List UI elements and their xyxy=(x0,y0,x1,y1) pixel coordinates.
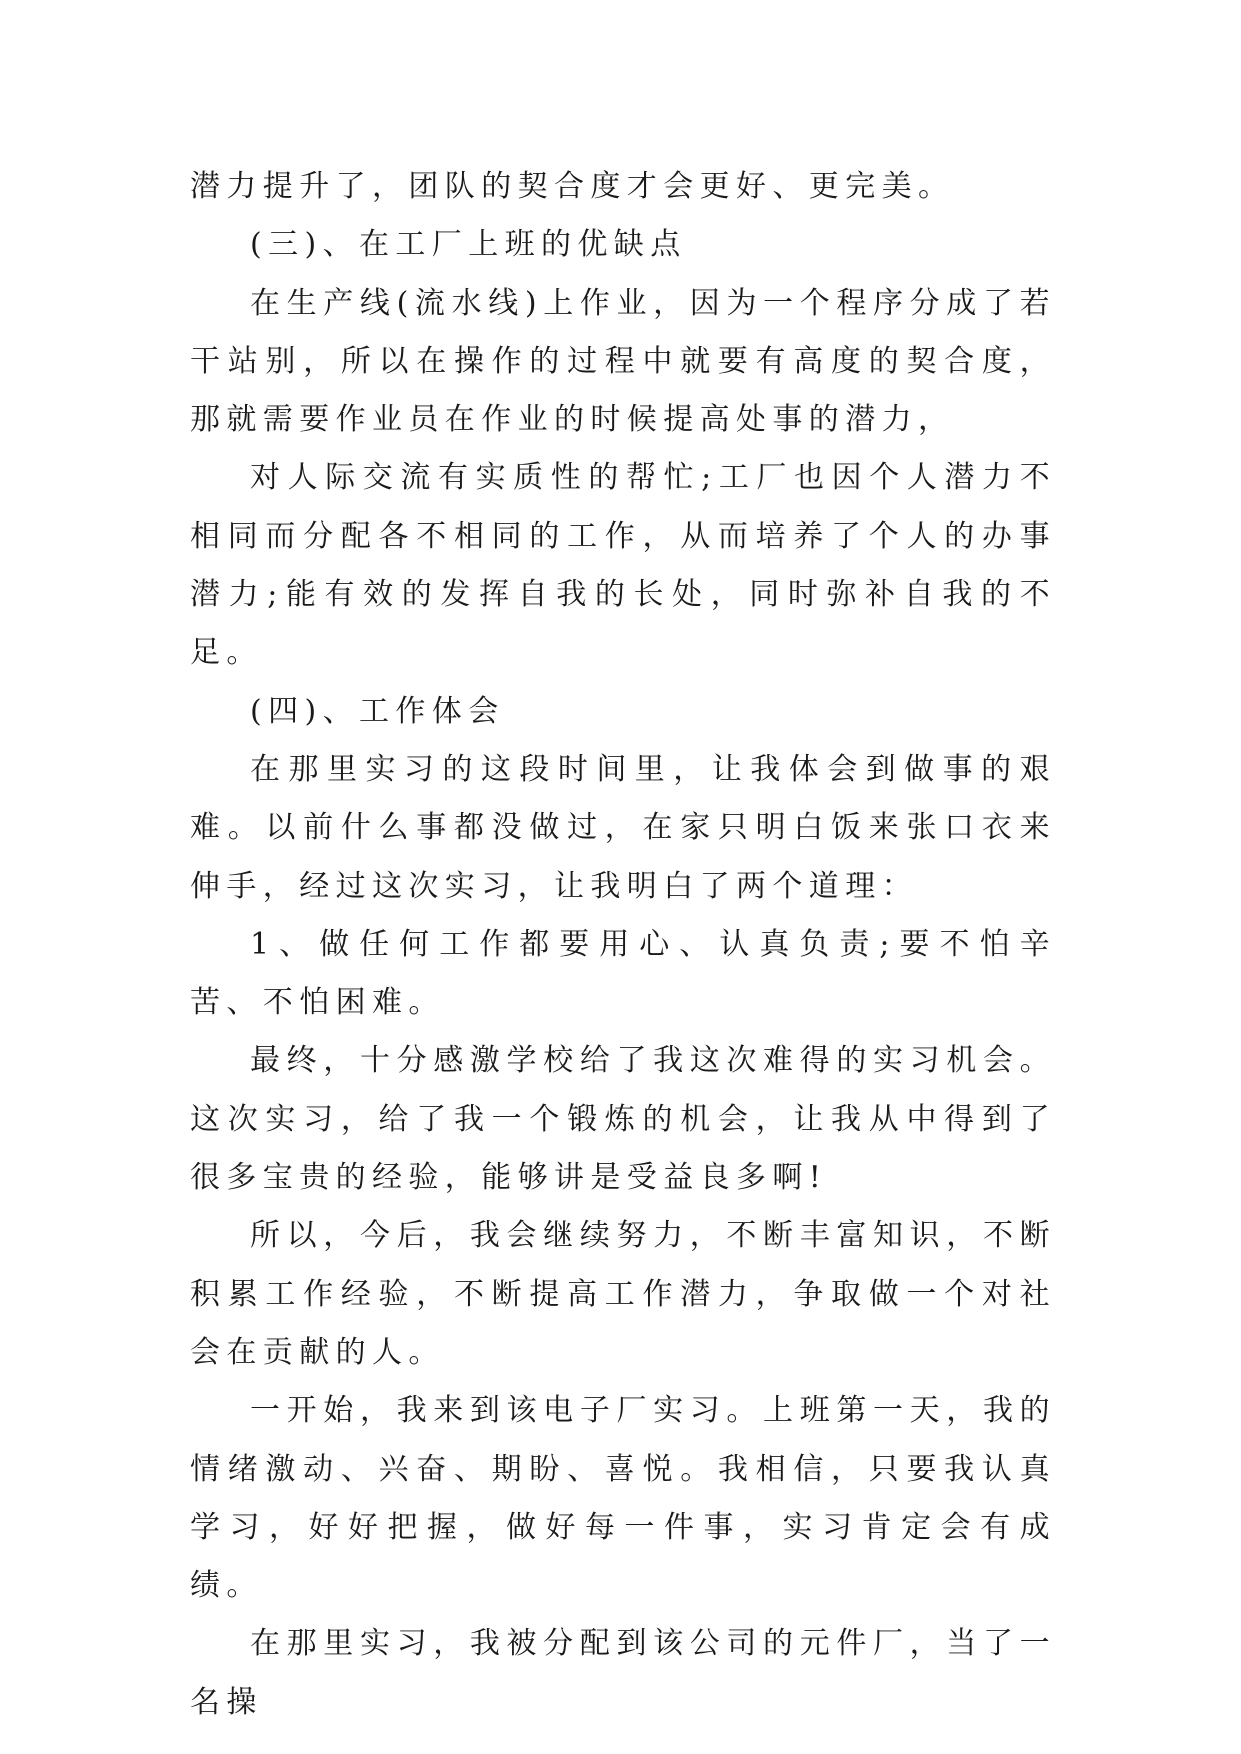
paragraph-7: 1、做任何工作都要用心、认真负责;要不怕辛苦、不怕困难。 xyxy=(190,926,1056,1021)
paragraph-8: 最终，十分感激学校给了我这次难得的实习机会。这次实习，给了我一个锻炼的机会，让我从中得到了很多宝贵的经验，能够讲是受益良多啊! xyxy=(190,1043,1056,1196)
paragraph-3: 在生产线(流水线)上作业，因为一个程序分成了若干站别，所以在操作的过程中就要有高度的契合度，那就需要作业员在作业的时候提高处事的潜力， xyxy=(190,285,1056,438)
paragraph-10: 一开始，我来到该电子厂实习。上班第一天，我的情绪激动、兴奋、期盼、喜悦。我相信，只要我认真学习，好好把握，做好每一件事，实习肯定会有成绩。 xyxy=(190,1393,1056,1604)
paragraph-9: 所以，今后，我会继续努力，不断丰富知识，不断积累工作经验，不断提高工作潜力，争取做一个对社会在贡献的人。 xyxy=(190,1218,1056,1370)
paragraph-6: 在那里实习的这段时间里，让我体会到做事的艰难。以前什么事都没做过，在家只明白饭来张口衣来伸手，经过这次实习，让我明白了两个道理： xyxy=(190,751,1056,904)
paragraph-1: 潜力提升了，团队的契合度才会更好、更完美。 xyxy=(190,169,955,204)
paragraph-11: 在那里实习，我被分配到该公司的元件厂，当了一名操 xyxy=(190,1626,1056,1720)
section-heading-4: (四)、工作体会 xyxy=(250,693,505,729)
document-body xyxy=(190,158,1056,1732)
section-heading-3: (三)、在工厂上班的优缺点 xyxy=(250,227,687,263)
paragraph-4: 对人际交流有实质性的帮忙;工厂也因个人潜力不相同而分配各不相同的工作，从而培养了个人的办事潜力;能有效的发挥自我的长处，同时弥补自我的不足。 xyxy=(190,460,1056,671)
